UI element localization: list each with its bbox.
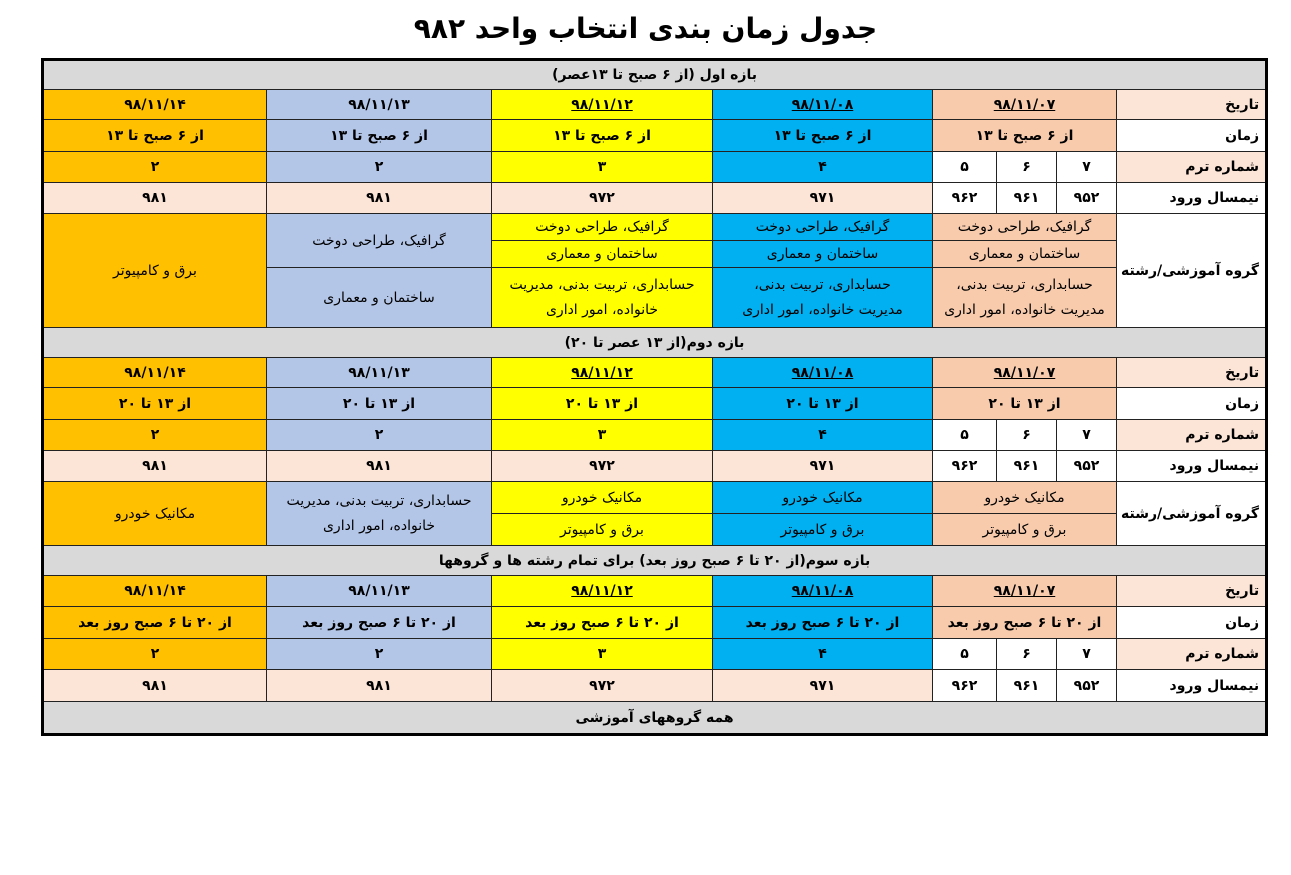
group-cell: ساختمان و معماری bbox=[267, 268, 492, 328]
date-cell: ۹۸/۱۱/۱۴ bbox=[43, 90, 267, 120]
group-cell: برق و کامپیوتر bbox=[492, 514, 713, 546]
group-line: حسابداری، تربیت بدنی، مدیریت bbox=[509, 276, 695, 293]
date-cell: ۹۸/۱۱/۱۴ bbox=[43, 358, 267, 388]
date-cell: ۹۸/۱۱/۱۳ bbox=[267, 90, 492, 120]
term-cell: ۲ bbox=[267, 152, 492, 183]
term-cell: ۴ bbox=[713, 420, 933, 451]
date-cell: ۹۸/۱۱/۰۸ bbox=[713, 358, 933, 388]
group-cell: برق و کامپیوتر bbox=[713, 514, 933, 546]
time-cell: از ۱۳ تا ۲۰ bbox=[492, 388, 713, 420]
date-cell: ۹۸/۱۱/۱۲ bbox=[492, 358, 713, 388]
entry-cell: ۹۶۱ bbox=[997, 451, 1057, 482]
entry-cell: ۹۶۱ bbox=[997, 670, 1057, 702]
time-cell: از ۲۰ تا ۶ صبح روز بعد bbox=[492, 607, 713, 639]
entry-cell: ۹۵۲ bbox=[1057, 670, 1117, 702]
label-time: زمان bbox=[1117, 388, 1267, 420]
group-cell: گرافیک، طراحی دوخت bbox=[933, 214, 1117, 241]
group-cell bbox=[713, 268, 933, 328]
term-cell: ۳ bbox=[492, 639, 713, 670]
period-3-header: بازه سوم(از ۲۰ تا ۶ صبح روز بعد) برای تمام رشته ها و گروهها bbox=[43, 546, 1267, 576]
period-1-header: بازه اول (از ۶ صبح تا ۱۳عصر) bbox=[43, 60, 1267, 90]
date-cell: ۹۸/۱۱/۰۸ bbox=[713, 576, 933, 607]
group-cell: ساختمان و معماری bbox=[933, 241, 1117, 268]
term-cell: ۷ bbox=[1057, 420, 1117, 451]
entry-cell: ۹۶۱ bbox=[997, 183, 1057, 214]
label-entry: نیمسال ورود bbox=[1117, 670, 1267, 702]
time-cell: از ۱۳ تا ۲۰ bbox=[933, 388, 1117, 420]
term-cell: ۴ bbox=[713, 639, 933, 670]
group-cell: ساختمان و معماری bbox=[492, 241, 713, 268]
schedule-table bbox=[41, 58, 1268, 736]
group-line: خانواده، امور اداری bbox=[322, 517, 436, 534]
group-cell: گرافیک، طراحی دوخت bbox=[713, 214, 933, 241]
group-cell bbox=[267, 482, 492, 546]
term-cell: ۵ bbox=[933, 639, 997, 670]
label-entry: نیمسال ورود bbox=[1117, 183, 1267, 214]
label-term: شماره ترم bbox=[1117, 152, 1267, 183]
entry-cell: ۹۸۱ bbox=[43, 670, 267, 702]
label-group: گروه آموزشی/رشته bbox=[1117, 482, 1267, 546]
group-line: حسابداری، تربیت بدنی، bbox=[754, 276, 891, 293]
time-cell: از ۱۳ تا ۲۰ bbox=[713, 388, 933, 420]
date-cell: ۹۸/۱۱/۱۲ bbox=[492, 90, 713, 120]
entry-cell: ۹۷۲ bbox=[492, 670, 713, 702]
time-cell: از ۶ صبح تا ۱۳ bbox=[933, 120, 1117, 152]
label-time: زمان bbox=[1117, 120, 1267, 152]
label-term: شماره ترم bbox=[1117, 420, 1267, 451]
term-cell: ۲ bbox=[267, 420, 492, 451]
group-cell: گرافیک، طراحی دوخت bbox=[492, 214, 713, 241]
term-cell: ۲ bbox=[43, 152, 267, 183]
term-cell: ۵ bbox=[933, 420, 997, 451]
group-line: مدیریت خانواده، امور اداری bbox=[742, 301, 903, 318]
entry-cell: ۹۵۲ bbox=[1057, 183, 1117, 214]
term-cell: ۲ bbox=[43, 420, 267, 451]
all-groups-footer: همه گروههای آموزشی bbox=[43, 702, 1267, 735]
entry-cell: ۹۷۲ bbox=[492, 451, 713, 482]
entry-cell: ۹۷۱ bbox=[713, 451, 933, 482]
group-line: خانواده، امور اداری bbox=[545, 301, 659, 318]
term-cell: ۷ bbox=[1057, 152, 1117, 183]
date-cell: ۹۸/۱۱/۱۲ bbox=[492, 576, 713, 607]
group-cell: مکانیک خودرو bbox=[492, 482, 713, 514]
term-cell: ۲ bbox=[267, 639, 492, 670]
time-cell: از ۱۳ تا ۲۰ bbox=[267, 388, 492, 420]
term-cell: ۶ bbox=[997, 639, 1057, 670]
page-title: جدول زمان بندی انتخاب واحد ۹۸۲ bbox=[413, 12, 878, 45]
date-cell: ۹۸/۱۱/۱۳ bbox=[267, 576, 492, 607]
time-cell: از ۲۰ تا ۶ صبح روز بعد bbox=[267, 607, 492, 639]
label-entry: نیمسال ورود bbox=[1117, 451, 1267, 482]
term-cell: ۴ bbox=[713, 152, 933, 183]
group-cell: برق و کامپیوتر bbox=[43, 214, 267, 328]
time-cell: از ۶ صبح تا ۱۳ bbox=[43, 120, 267, 152]
time-cell: از ۲۰ تا ۶ صبح روز بعد bbox=[43, 607, 267, 639]
group-cell: مکانیک خودرو bbox=[43, 482, 267, 546]
time-cell: از ۲۰ تا ۶ صبح روز بعد bbox=[933, 607, 1117, 639]
group-cell: گرافیک، طراحی دوخت bbox=[267, 214, 492, 268]
group-cell bbox=[492, 268, 713, 328]
label-term: شماره ترم bbox=[1117, 639, 1267, 670]
entry-cell: ۹۸۱ bbox=[267, 670, 492, 702]
term-cell: ۳ bbox=[492, 420, 713, 451]
label-time: زمان bbox=[1117, 607, 1267, 639]
term-cell: ۷ bbox=[1057, 639, 1117, 670]
entry-cell: ۹۷۱ bbox=[713, 183, 933, 214]
time-cell: از ۶ صبح تا ۱۳ bbox=[492, 120, 713, 152]
date-cell: ۹۸/۱۱/۱۴ bbox=[43, 576, 267, 607]
entry-cell: ۹۸۱ bbox=[267, 183, 492, 214]
label-date: تاریخ bbox=[1117, 358, 1267, 388]
term-cell: ۵ bbox=[933, 152, 997, 183]
label-date: تاریخ bbox=[1117, 90, 1267, 120]
group-cell: مکانیک خودرو bbox=[713, 482, 933, 514]
group-line: حسابداری، تربیت بدنی، bbox=[956, 276, 1093, 293]
time-cell: از ۶ صبح تا ۱۳ bbox=[267, 120, 492, 152]
period-2-header: بازه دوم(از ۱۳ عصر تا ۲۰) bbox=[43, 328, 1267, 358]
group-line: حسابداری، تربیت بدنی، مدیریت bbox=[286, 492, 472, 509]
time-cell: از ۶ صبح تا ۱۳ bbox=[713, 120, 933, 152]
label-group: گروه آموزشی/رشته bbox=[1117, 214, 1267, 328]
entry-cell: ۹۶۲ bbox=[933, 451, 997, 482]
term-cell: ۳ bbox=[492, 152, 713, 183]
entry-cell: ۹۸۱ bbox=[43, 183, 267, 214]
date-cell: ۹۸/۱۱/۰۷ bbox=[933, 358, 1117, 388]
group-cell bbox=[933, 268, 1117, 328]
group-line: مدیریت خانواده، امور اداری bbox=[944, 301, 1105, 318]
group-cell: ساختمان و معماری bbox=[713, 241, 933, 268]
group-cell: مکانیک خودرو bbox=[933, 482, 1117, 514]
entry-cell: ۹۷۱ bbox=[713, 670, 933, 702]
label-date: تاریخ bbox=[1117, 576, 1267, 607]
entry-cell: ۹۶۲ bbox=[933, 183, 997, 214]
term-cell: ۲ bbox=[43, 639, 267, 670]
entry-cell: ۹۷۲ bbox=[492, 183, 713, 214]
entry-cell: ۹۵۲ bbox=[1057, 451, 1117, 482]
date-cell: ۹۸/۱۱/۱۳ bbox=[267, 358, 492, 388]
term-cell: ۶ bbox=[997, 152, 1057, 183]
time-cell: از ۱۳ تا ۲۰ bbox=[43, 388, 267, 420]
date-cell: ۹۸/۱۱/۰۷ bbox=[933, 90, 1117, 120]
entry-cell: ۹۸۱ bbox=[267, 451, 492, 482]
entry-cell: ۹۸۱ bbox=[43, 451, 267, 482]
group-cell: برق و کامپیوتر bbox=[933, 514, 1117, 546]
term-cell: ۶ bbox=[997, 420, 1057, 451]
date-cell: ۹۸/۱۱/۰۷ bbox=[933, 576, 1117, 607]
time-cell: از ۲۰ تا ۶ صبح روز بعد bbox=[713, 607, 933, 639]
date-cell: ۹۸/۱۱/۰۸ bbox=[713, 90, 933, 120]
entry-cell: ۹۶۲ bbox=[933, 670, 997, 702]
